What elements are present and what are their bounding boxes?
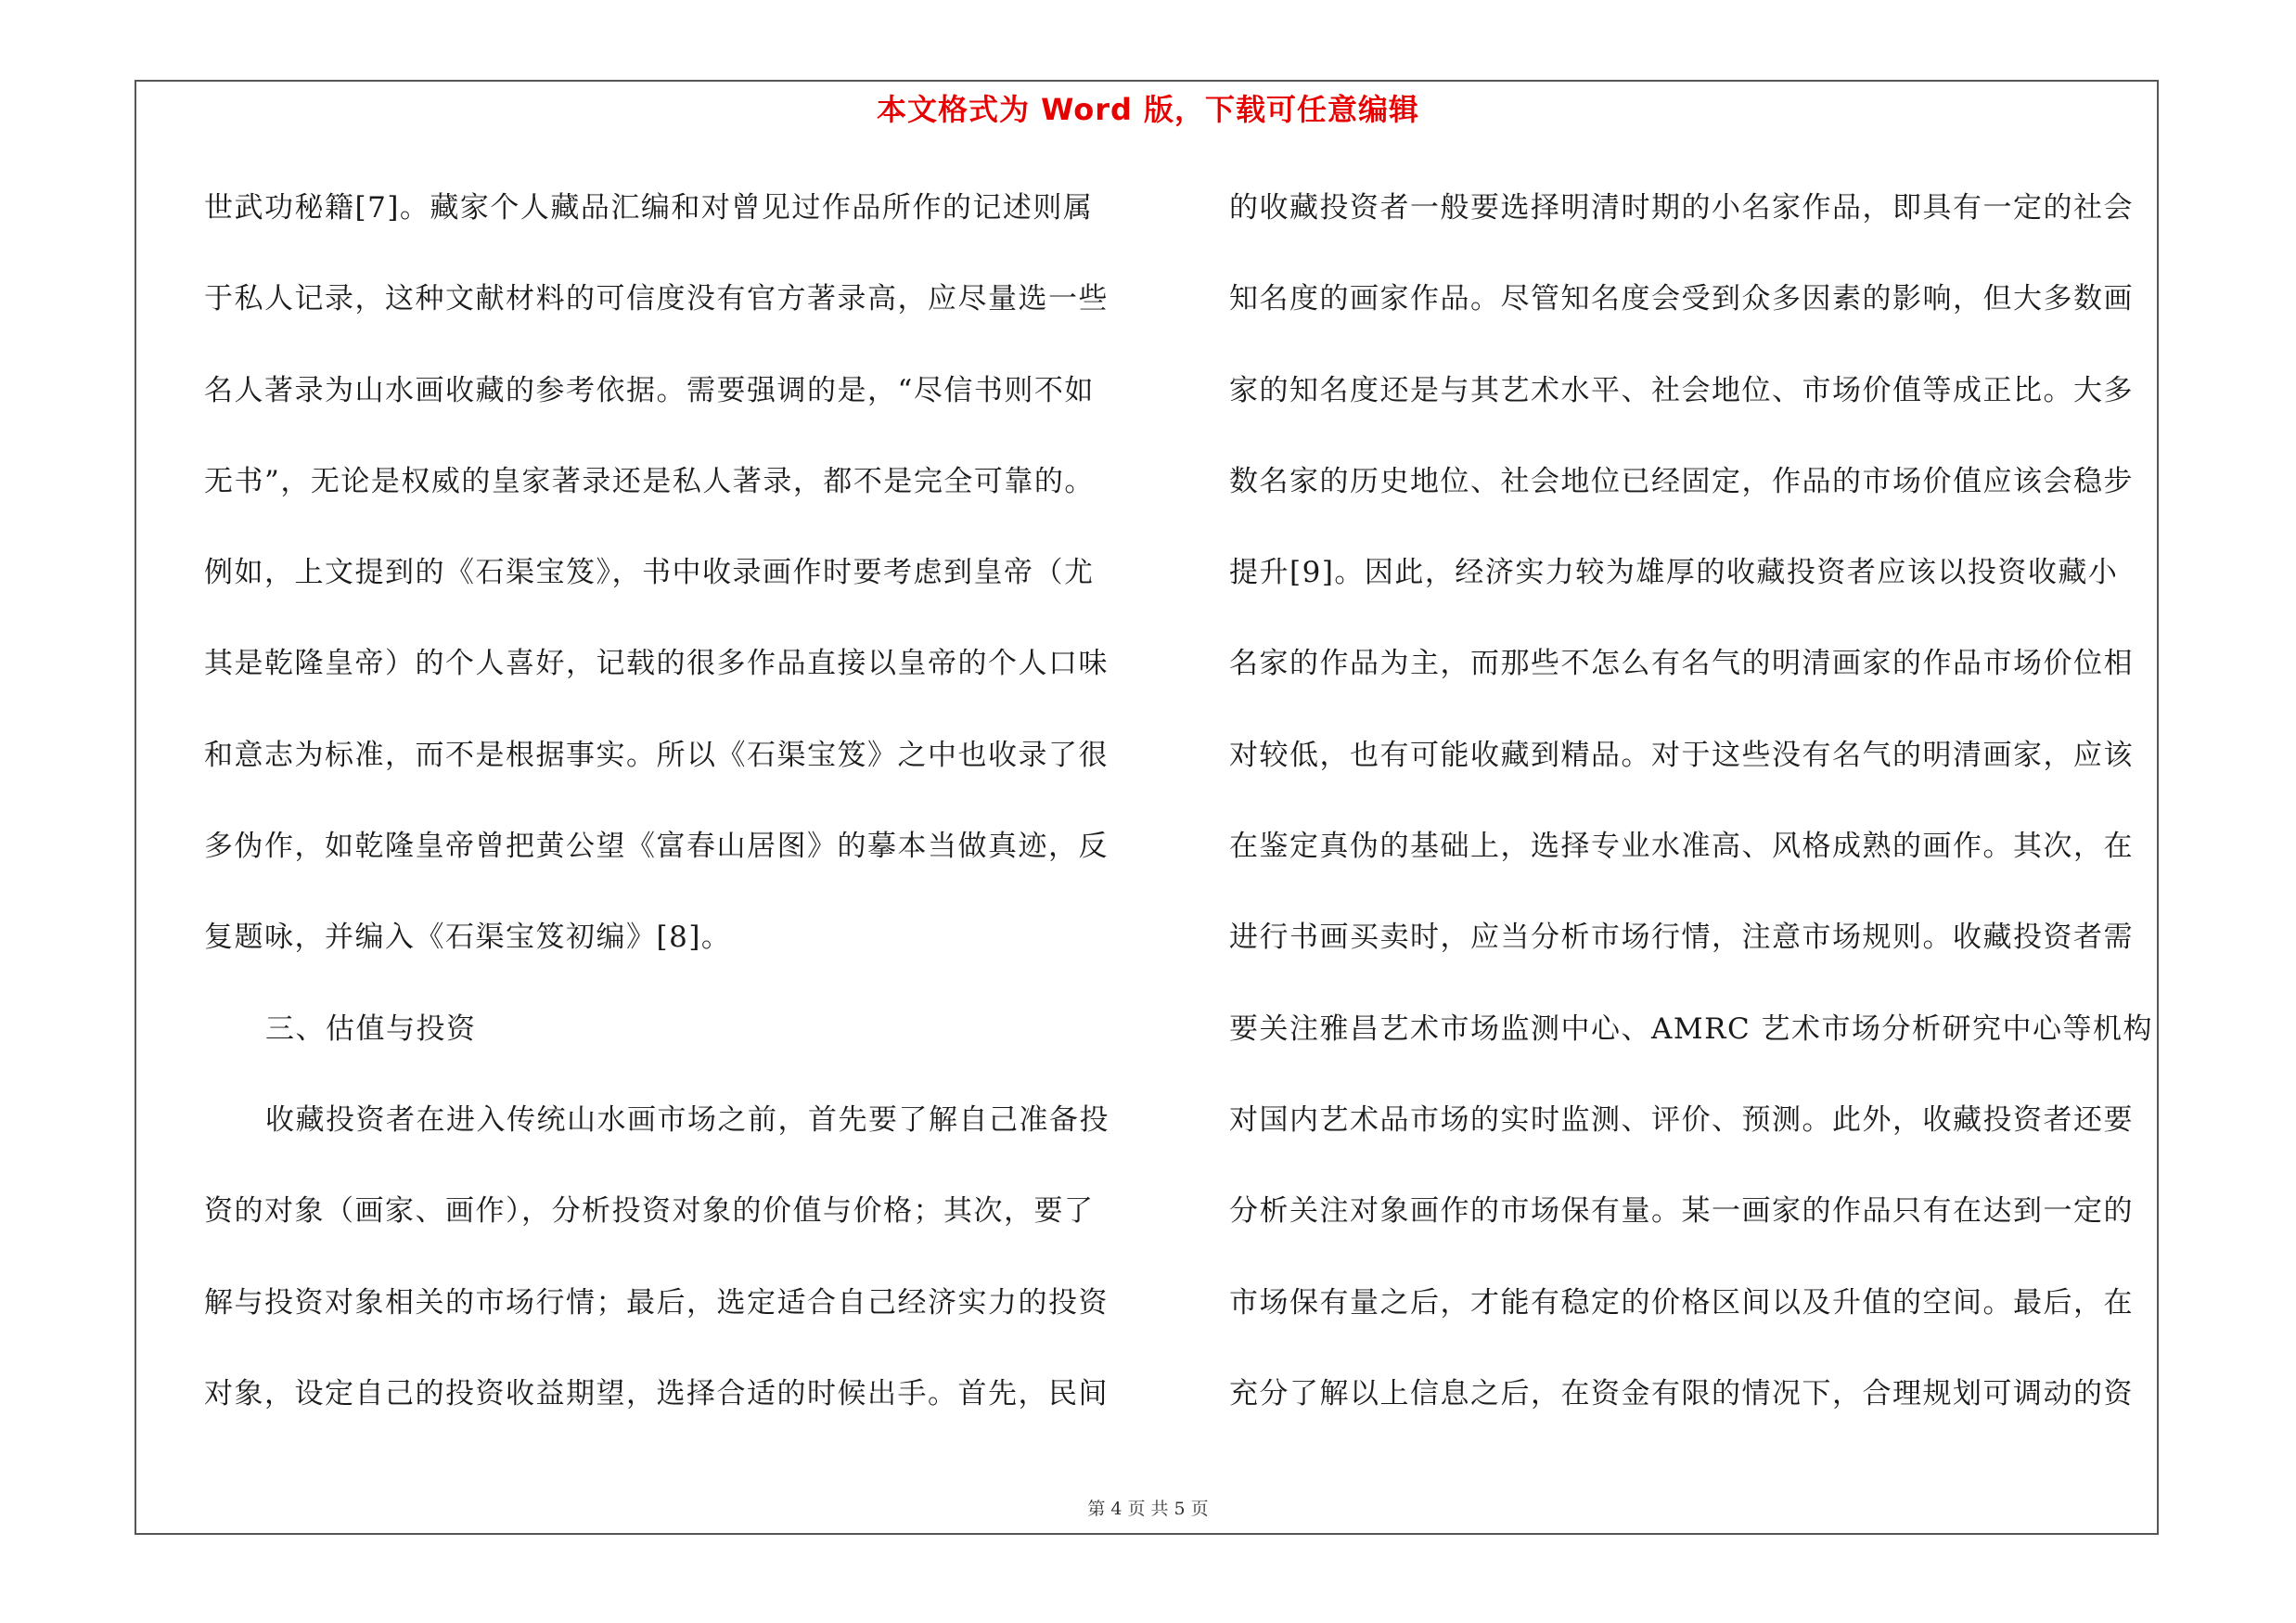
- text-line: 要关注雅昌艺术市场监测中心、AMRC 艺术市场分析研究中心等机构: [1229, 1011, 2154, 1046]
- text-line: 对较低，也有可能收藏到精品。对于这些没有名气的明清画家，应该: [1229, 738, 2134, 772]
- text-line: 市场保有量之后，才能有稳定的价格区间以及升值的空间。最后，在: [1229, 1285, 2134, 1320]
- text-line: 三、估值与投资: [265, 1011, 477, 1046]
- text-line: 世武功秘籍[7]。藏家个人藏品汇编和对曾见过作品所作的记述则属: [204, 191, 1094, 225]
- format-banner: 本文格式为 Word 版，下载可任意编辑: [876, 92, 1420, 127]
- page-number-footer: 第 4 页 共 5 页: [1087, 1499, 1209, 1519]
- text-line: 家的知名度还是与其艺术水平、社会地位、市场价值等成正比。大多: [1229, 373, 2134, 407]
- text-line: 收藏投资者在进入传统山水画市场之前，首先要了解自己准备投: [265, 1102, 1110, 1137]
- text-line: 于私人记录，这种文献材料的可信度没有官方著录高，应尽量选一些: [204, 282, 1109, 316]
- text-line: 无书”，无论是权威的皇家著录还是私人著录，都不是完全可靠的。: [204, 464, 1095, 498]
- text-line: 的收藏投资者一般要选择明清时期的小名家作品，即具有一定的社会: [1229, 191, 2134, 225]
- text-line: 进行书画买卖时，应当分析市场行情，注意市场规则。收藏投资者需: [1229, 921, 2134, 955]
- text-line: 分析关注对象画作的市场保有量。某一画家的作品只有在达到一定的: [1229, 1194, 2134, 1229]
- text-line: 名人著录为山水画收藏的参考依据。需要强调的是，“尽信书则不如: [204, 373, 1095, 407]
- text-line: 充分了解以上信息之后，在资金有限的情况下，合理规划可调动的资: [1229, 1376, 2134, 1410]
- left-text-column: [204, 178, 1132, 1455]
- text-line: 在鉴定真伪的基础上，选择专业水准高、风格成熟的画作。其次，在: [1229, 830, 2134, 864]
- text-line: 数名家的历史地位、社会地位已经固定，作品的市场价值应该会稳步: [1229, 464, 2134, 498]
- text-line: 对国内艺术品市场的实时监测、评价、预测。此外，收藏投资者还要: [1229, 1102, 2134, 1137]
- text-line: 例如，上文提到的《石渠宝笈》，书中收录画作时要考虑到皇帝（尤: [204, 556, 1095, 590]
- text-line: 对象，设定自己的投资收益期望，选择合适的时候出手。首先，民间: [204, 1376, 1109, 1410]
- text-line: 知名度的画家作品。尽管知名度会受到众多因素的影响，但大多数画: [1229, 282, 2134, 316]
- text-line: 其是乾隆皇帝）的个人喜好，记载的很多作品直接以皇帝的个人口味: [204, 647, 1109, 681]
- text-line: 复题咏，并编入《石渠宝笈初编》[8]。: [204, 921, 732, 955]
- text-line: 名家的作品为主，而那些不怎么有名气的明清画家的作品市场价位相: [1229, 647, 2134, 681]
- right-text-column: [1229, 178, 2157, 1455]
- text-line: 和意志为标准，而不是根据事实。所以《石渠宝笈》之中也收录了很: [204, 738, 1109, 772]
- text-line: 解与投资对象相关的市场行情；最后，选定适合自己经济实力的投资: [204, 1285, 1109, 1320]
- text-line: 提升[9]。因此，经济实力较为雄厚的收藏投资者应该以投资收藏小: [1229, 556, 2119, 590]
- text-line: 资的对象（画家、画作），分析投资对象的价值与价格；其次，要了: [204, 1194, 1095, 1229]
- text-line: 多伪作，如乾隆皇帝曾把黄公望《富春山居图》的摹本当做真迹，反: [204, 830, 1109, 864]
